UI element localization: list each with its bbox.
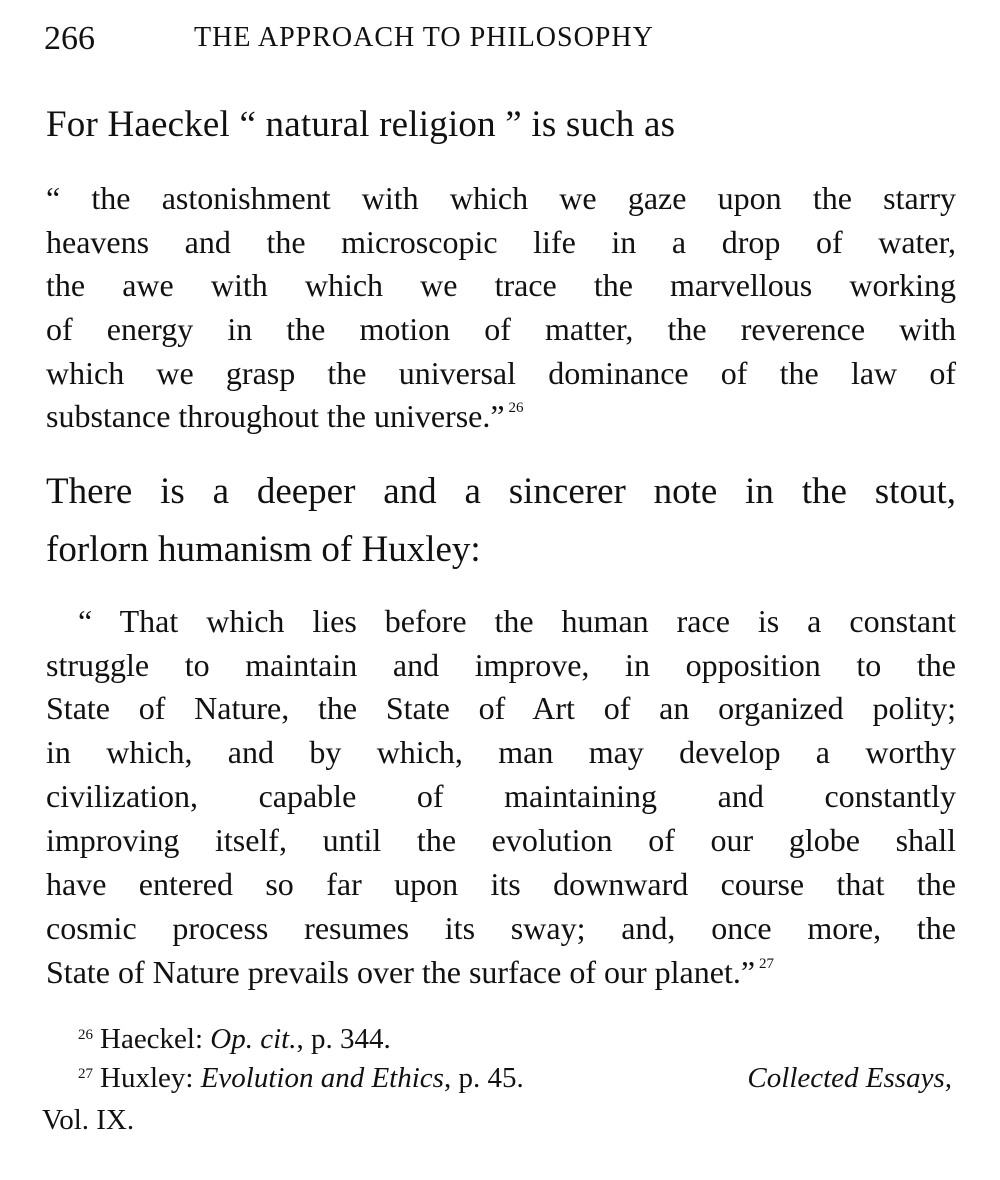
footnote-number: 27 [78, 1066, 93, 1082]
page-number: 266 [44, 20, 95, 57]
quote-line: State of Nature, the State of Art of an organized polity; [46, 690, 956, 726]
quote-line: of energy in the motion of matter, the reverence with [46, 311, 956, 347]
footnote-title: Evolution and Ethics [200, 1062, 444, 1094]
intro-paragraph-haeckel: For Haeckel “ natural religion ” is such as [46, 104, 676, 145]
footnote-author: Huxley: [100, 1062, 194, 1094]
footnote-26 [78, 1023, 391, 1056]
quote-line-last [46, 954, 956, 991]
footnote-page: , p. 344. [296, 1023, 391, 1055]
quote-line-last [46, 398, 956, 435]
quote-line: struggle to maintain and improve, in opposition to the [46, 647, 956, 683]
running-title: THE APPROACH TO PHILOSOPHY [194, 22, 654, 53]
quote-text: substance throughout the universe.” [46, 398, 505, 434]
quote-line: heavens and the microscopic life in a drop of water, [46, 224, 956, 260]
footnote-27 [78, 1062, 952, 1095]
footnote-author: Haeckel: [100, 1023, 204, 1055]
quote-line: have entered so far upon its downward course that the [46, 866, 956, 902]
quote-line: in which, and by which, man may develop a worthy [46, 734, 956, 770]
quote-line: which we grasp the universal dominance of the law of [46, 355, 956, 391]
intro-paragraph-huxley-line: There is a deeper and a sincerer note in the stout, [46, 471, 956, 512]
quote-line: improving itself, until the evolution of our globe shall [46, 822, 956, 858]
quote-line: civilization, capable of maintaining and constantly [46, 778, 956, 814]
quote-line: “ the astonishment with which we gaze upon the starry [46, 180, 956, 216]
quote-text: State of Nature prevails over the surface of our planet.” [46, 954, 756, 990]
quote-line: cosmic process resumes its sway; and, once more, the [46, 910, 956, 946]
footnote-ref-27: 27 [759, 956, 775, 972]
footnote-collection: Collected Essays, [747, 1062, 952, 1094]
page-header [44, 18, 956, 66]
intro-paragraph-huxley-line: forlorn humanism of Huxley: [46, 529, 481, 570]
quote-line: the awe with which we trace the marvellous working [46, 267, 956, 303]
footnote-ref-26: 26 [508, 400, 524, 416]
footnote-page: , p. 45. [443, 1062, 524, 1094]
footnote-number: 26 [78, 1027, 93, 1043]
footnote-volume: Vol. IX. [42, 1104, 135, 1136]
footnote-title: Op. cit. [210, 1023, 297, 1055]
quote-line: “ That which lies before the human race is a constant [78, 603, 956, 639]
